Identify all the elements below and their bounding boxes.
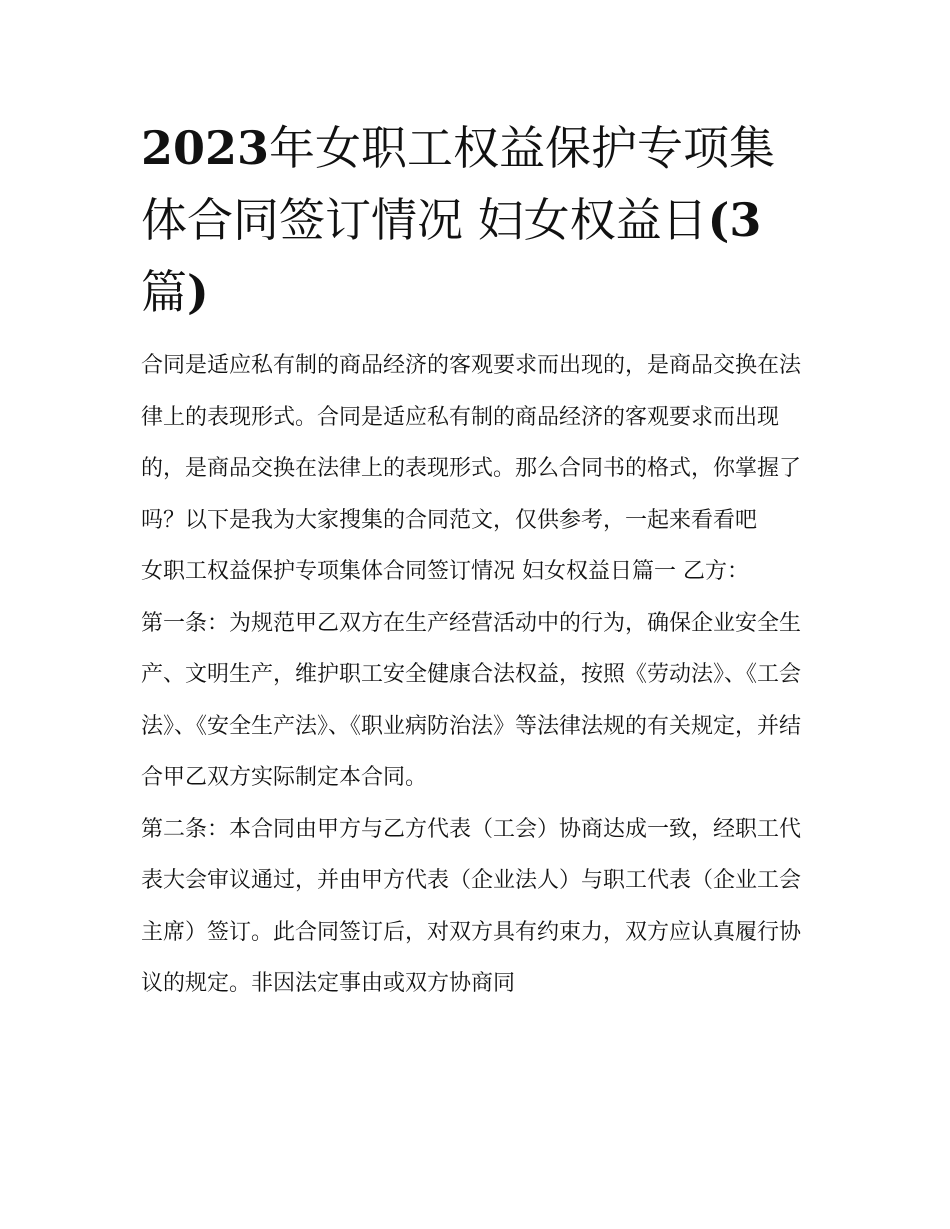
article-two-paragraph: 第二条：本合同由甲方与乙方代表（工会）协商达成一致，经职工代表大会审议通过，并由甲方代表（企业法人）与职工代表（企业工会主席）签订。此合同签订后，对双方具有约束力，双方应认真履行协议的规定。非因法定事由或双方协商同	[141, 816, 802, 996]
article-one-paragraph: 第一条：为规范甲乙双方在生产经营活动中的行为，确保企业安全生产、文明生产，维护职工安全健康合法权益，按照《劳动法》、《工会法》、《安全生产法》、《职业病防治法》等法律法规的有关规定，并结合甲乙双方实际制定本合同。	[141, 610, 802, 790]
section-heading-paragraph: 女职工权益保护专项集体合同签订情况 妇女权益日篇一 乙方：	[141, 559, 749, 584]
document-title: 2023年女职工权益保护专项集体合同签订情况 妇女权益日(3篇)	[141, 121, 776, 319]
intro-paragraph: 合同是适应私有制的商品经济的客观要求而出现的，是商品交换在法律上的表现形式。合同是适应私有制的商品经济的客观要求而出现的，是商品交换在法律上的表现形式。那么合同书的格式，你掌握了吗？以下是我为大家搜集的合同范文，仅供参考，一起来看看吧	[141, 353, 802, 533]
document-content	[141, 112, 813, 1010]
